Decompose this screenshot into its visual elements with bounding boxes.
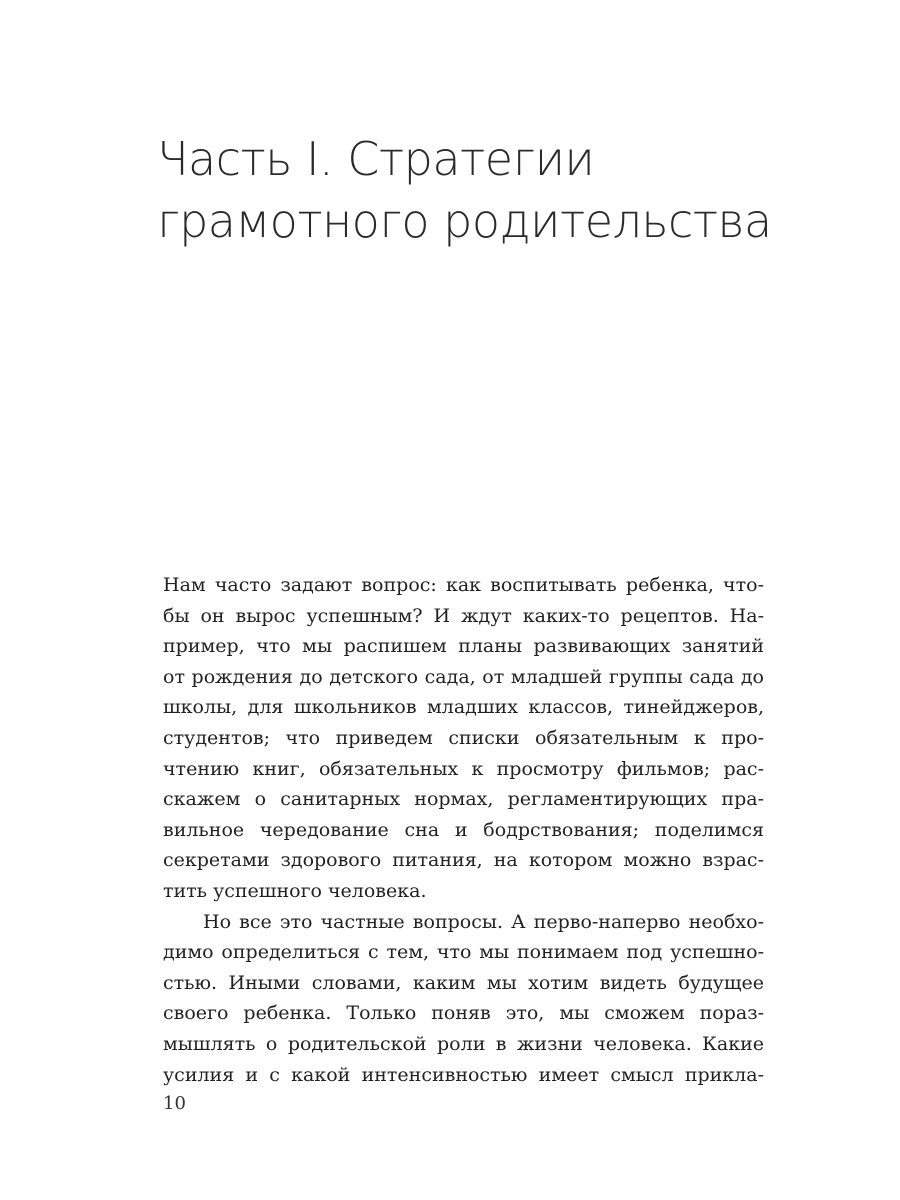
text-line: мышлять о родительской роли в жизни человека. Какие (163, 1032, 764, 1055)
text-line: школы, для школьников младших классов, тинейджеров, (163, 696, 764, 719)
text-line: Нам часто задают вопрос: как воспитывать ребенка, что- (163, 574, 764, 596)
text-line: студентов; что приведем списки обязательным к про- (163, 726, 764, 749)
text-line: пример, что мы распишем планы развивающих занятий (163, 635, 764, 658)
part-title-line-2: грамотного родительства (157, 194, 772, 248)
text-line: димо определиться с тем, что мы понимаем под успешно- (163, 941, 764, 964)
paragraph-2 (163, 907, 764, 1091)
part-title (157, 128, 797, 252)
text-line: своего ребенка. Только поняв это, мы сможем пораз- (163, 1002, 764, 1025)
body-text (163, 570, 764, 1090)
text-line: вильное чередование сна и бодрствования; поделимся (163, 818, 764, 841)
text-line: чтению книг, обязательных к просмотру фильмов; рас- (163, 757, 764, 780)
text-line: секретами здорового питания, на котором можно взрас- (163, 849, 764, 872)
paragraph-1 (163, 570, 764, 907)
page-number: 10 (163, 1093, 186, 1114)
text-line: скажем о санитарных нормах, регламентирующих пра- (163, 788, 764, 811)
text-line: бы он вырос успешным? И ждут каких-то рецептов. На- (163, 604, 764, 627)
text-line: тить успешного человека. (163, 879, 427, 902)
text-line: стью. Иными словами, каким мы хотим видеть будущее (163, 971, 764, 994)
text-line: усилия и с какой интенсивностью имеет смысл прикла- (163, 1063, 764, 1086)
part-title-line-1: Часть I. Стратегии (157, 132, 595, 186)
text-line: от рождения до детского сада, от младшей группы сада до (163, 665, 764, 688)
text-line: Но все это частные вопросы. А перво-наперво необхо- (203, 910, 764, 933)
